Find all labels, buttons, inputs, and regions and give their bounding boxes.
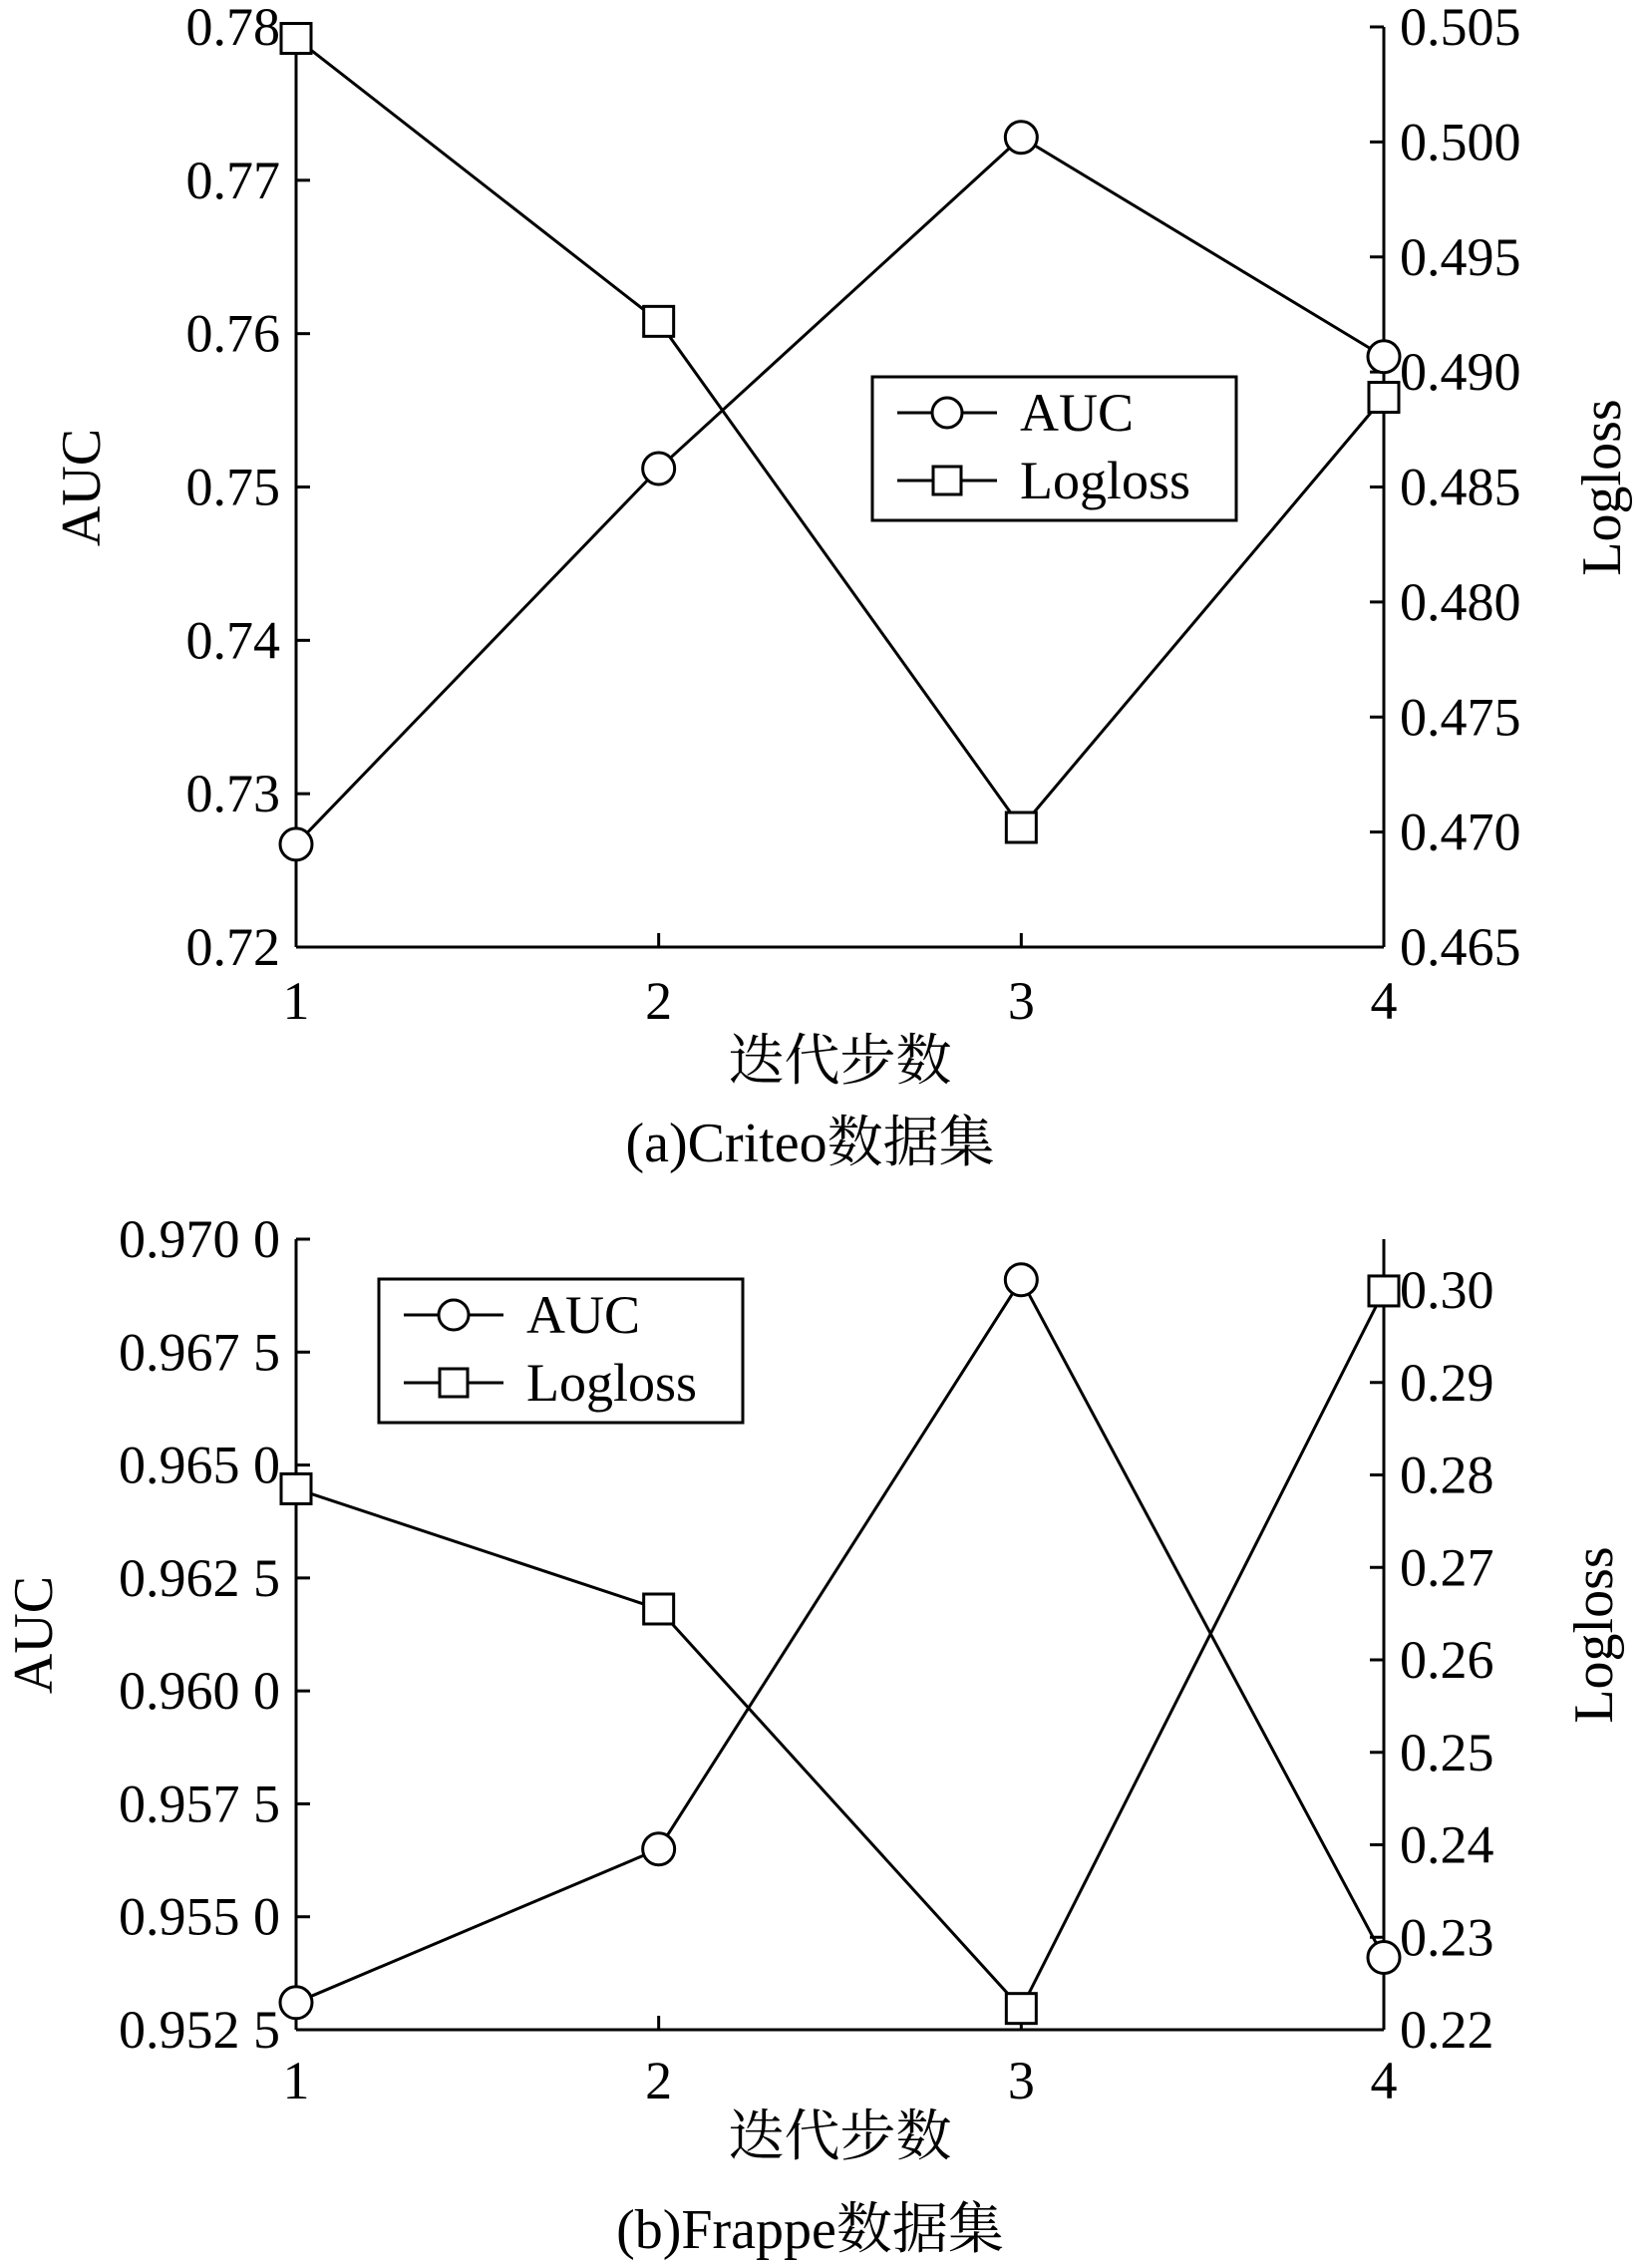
legend-square-marker (933, 467, 961, 494)
left-tick-label: 0.957 5 (119, 1774, 280, 1834)
left-tick-label: 0.77 (185, 150, 280, 210)
left-tick-label: 0.955 0 (119, 1886, 280, 1947)
left-tick-label: 0.970 0 (119, 1209, 280, 1269)
right-tick-label: 0.28 (1400, 1445, 1494, 1505)
logloss-point-marker (1006, 1994, 1036, 2024)
auc-point-marker (1005, 1264, 1037, 1296)
legend-label: AUC (1020, 383, 1135, 443)
right-tick-label: 0.27 (1400, 1537, 1494, 1598)
auc-point-marker (280, 828, 312, 860)
left-tick-label: 0.73 (185, 764, 280, 824)
right-tick-label: 0.490 (1400, 342, 1521, 403)
x-tick-label: 2 (645, 2051, 673, 2110)
logloss-point-marker (644, 306, 674, 336)
right-axis-label: Logloss (1563, 1546, 1625, 1724)
logloss-point-marker (1369, 1276, 1399, 1306)
x-tick-label: 3 (1007, 2051, 1035, 2110)
legend (379, 1279, 743, 1423)
right-tick-label: 0.30 (1400, 1260, 1494, 1321)
x-tick-label: 1 (282, 971, 310, 1031)
legend-label: AUC (526, 1285, 641, 1345)
left-tick-label: 0.76 (185, 303, 280, 364)
x-tick-label: 1 (282, 2051, 310, 2110)
legend-label: Logloss (1020, 451, 1191, 510)
right-tick-label: 0.505 (1400, 0, 1521, 57)
left-tick-label: 0.952 5 (119, 2000, 280, 2060)
legend-label: Logloss (526, 1353, 698, 1413)
right-tick-label: 0.480 (1400, 571, 1521, 632)
left-tick-label: 0.960 0 (119, 1661, 280, 1722)
auc-point-marker (1368, 1941, 1400, 1973)
legend-circle-marker (932, 398, 962, 428)
right-tick-label: 0.485 (1400, 457, 1521, 517)
chart-caption: (a)Criteo数据集 (625, 1113, 995, 1174)
left-axis-label: AUC (51, 428, 113, 547)
logloss-point-marker (1369, 383, 1399, 413)
left-tick-label: 0.78 (185, 0, 280, 57)
legend (872, 377, 1236, 520)
right-tick-label: 0.29 (1400, 1352, 1494, 1413)
auc-point-marker (1005, 122, 1037, 154)
x-axis-label: 迭代步数 (728, 1031, 952, 1093)
x-tick-label: 4 (1370, 971, 1398, 1031)
x-tick-label: 4 (1370, 2051, 1398, 2110)
logloss-point-marker (281, 1473, 311, 1503)
left-tick-label: 0.72 (185, 917, 280, 977)
right-tick-label: 0.475 (1400, 687, 1521, 748)
logloss-point-marker (644, 1594, 674, 1624)
auc-point-marker (1368, 341, 1400, 373)
left-tick-label: 0.75 (185, 457, 280, 517)
x-axis-label: 迭代步数 (728, 2106, 952, 2168)
left-tick-label: 0.967 5 (119, 1322, 280, 1383)
auc-point-marker (280, 1987, 312, 2019)
right-tick-label: 0.500 (1400, 112, 1521, 172)
logloss-point-marker (281, 24, 311, 54)
x-tick-label: 2 (645, 971, 673, 1031)
right-tick-label: 0.470 (1400, 802, 1521, 862)
right-tick-label: 0.24 (1400, 1814, 1494, 1875)
left-tick-label: 0.962 5 (119, 1547, 280, 1608)
right-tick-label: 0.25 (1400, 1722, 1494, 1782)
right-tick-label: 0.23 (1400, 1907, 1494, 1968)
chart-caption: (b)Frappe数据集 (616, 2199, 1004, 2261)
logloss-point-marker (1006, 812, 1036, 842)
right-axis-label: Logloss (1571, 399, 1633, 576)
left-tick-label: 0.74 (185, 610, 280, 671)
x-tick-label: 3 (1007, 971, 1035, 1031)
chart-panel-b (3, 1209, 1625, 2261)
auc-point-marker (643, 453, 675, 485)
legend-square-marker (440, 1369, 468, 1397)
right-tick-label: 0.22 (1400, 2000, 1494, 2060)
right-tick-label: 0.26 (1400, 1630, 1494, 1691)
left-tick-label: 0.965 0 (119, 1435, 280, 1495)
chart-panel-a (51, 0, 1633, 1174)
left-axis-label: AUC (3, 1575, 65, 1695)
auc-point-marker (643, 1833, 675, 1865)
right-tick-label: 0.495 (1400, 226, 1521, 287)
right-tick-label: 0.465 (1400, 917, 1521, 977)
legend-circle-marker (439, 1300, 469, 1330)
